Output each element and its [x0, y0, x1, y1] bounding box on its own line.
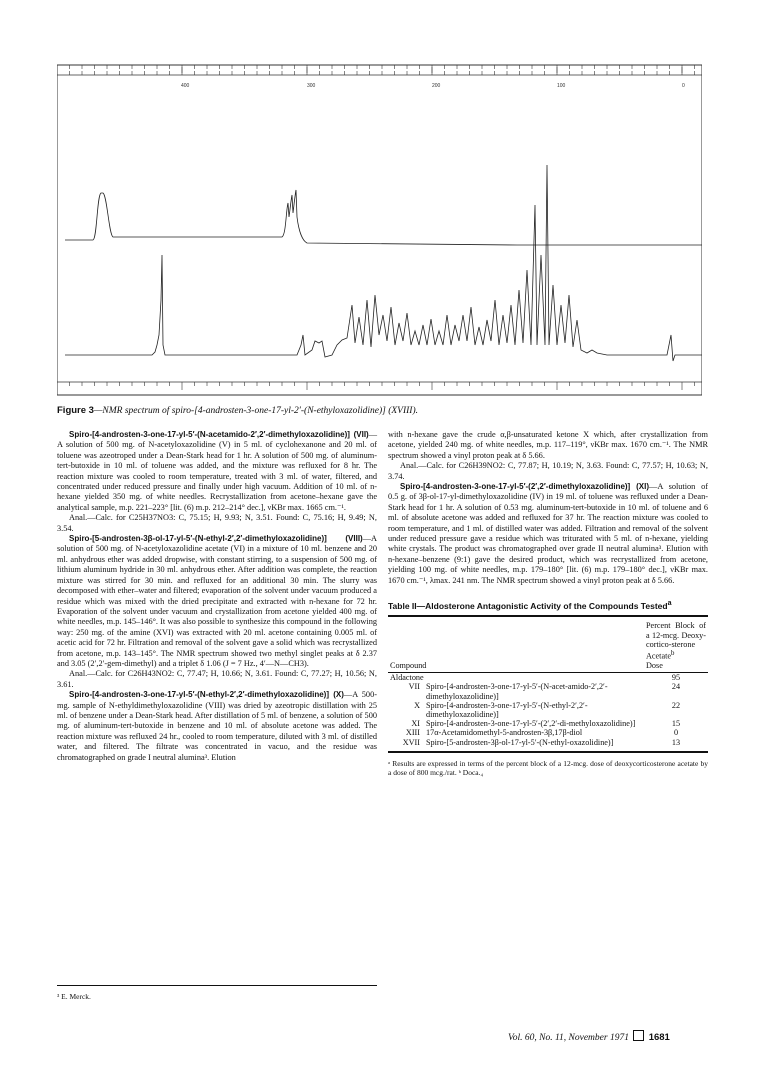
tick-label-400: 400	[181, 83, 190, 89]
table-row	[388, 719, 708, 728]
figure-caption-text: —NMR spectrum of spiro-[4-androsten-3-one-17-yl-2′-(N-ethyloxazolidine)] (XVIII).	[93, 406, 418, 416]
paragraph	[57, 669, 377, 690]
paragraph-text: —A solution of 500 mg. of N-acetyloxazolidine acetate (VI) in a mixture of 10 ml. benzene and 20 ml. anhydrous ether was added dropwise, with constant stirring, to a suspension of 500 mg. of lithium aluminum hydride in 30 ml. anhydrous ether. After addition was complete, the reaction mixture was stirred for 30 min. and refluxed for an additional 30 min. The slurry was decomposed with ether–water and filtered; evaporation of the solvent under vacuum produced a residue which was mixed with the dried precipitate and extracted with n-hexane for 72 hr. Evaporation of the solvent under vacuum and crystallization from acetone yielded 400 mg. of white needles, m.p. 145–146°. It was also possible to synthesize this compound in the following way: 250 mg. of the amine (XVI) was extracted with 20 ml. acetone containing 0.005 ml. of acetic acid for 72 hr. Filtration and removal of the solvent gave a solid which was recrystallized from acetone, m.p. 143–145°. The NMR spectrum showed two methyl singlet peaks at δ 2.37 and 3.05 (2′,2′-gem-dimethyl) and a triplet δ 1.06 (J = 7 Hz., 4′—N—CH3).	[57, 534, 377, 668]
activity-table	[388, 615, 708, 752]
section-heading: Spiro-[4-androsten-3-one-17-yl-5′-(N-acetamido-2′,2′-dimethyloxazolidine)] (VII)	[69, 430, 369, 439]
paragraph-text: Anal.—Calc. for C25H37NO3: C, 75.15; H, 9.93; N, 3.51. Found: C, 75.16; H, 9.49; N, 3.54.	[57, 513, 377, 533]
compound-number: Aldactone	[390, 673, 424, 683]
dose-value: 0	[673, 728, 679, 738]
tick-label-100: 100	[557, 83, 566, 89]
integral-trace	[65, 190, 702, 245]
compound-name: Spiro-[4-androsten-3-one-17-yl-5′-(N-acet-amido-2′,2′-dimethyloxazolidine)]	[426, 682, 608, 701]
tick-label-0: 0	[682, 83, 685, 89]
dose-value: 95	[671, 673, 681, 683]
page-number: 1681	[648, 1032, 670, 1043]
paragraph	[57, 690, 377, 763]
paragraph	[57, 430, 377, 513]
paragraph	[388, 430, 708, 461]
right-column	[388, 430, 708, 777]
compound-name: 17α-Acetamidomethyl-5-androsten-3β,17β-diol	[426, 728, 583, 738]
dose-value: 13	[644, 738, 708, 752]
table-row	[388, 701, 708, 719]
paragraph-text: with n-hexane gave the crude α,β-unsaturated ketone X which, after crystallization from acetone, yielded 240 mg. of white needles, m.p. 117–119°, νKBr max. 1670 cm.⁻¹. The NMR spectrum showed a vinyl proton peak at δ 5.66.	[388, 430, 708, 460]
table-footnote: ᵃ Results are expressed in terms of the percent block of a 12-mcg. dose of deoxycorticosterone acetate by a dose of 800 mcg./rat. ᵇ Doca.₄	[388, 758, 708, 777]
journal-citation: Vol. 60, No. 11, November 1971	[508, 1033, 629, 1043]
figure-caption	[57, 405, 717, 416]
tick-label-200: 200	[432, 83, 441, 89]
spectrum-trace	[65, 165, 702, 361]
compound-number: XIII	[405, 728, 420, 738]
compound-number: XVII	[388, 738, 424, 752]
paragraph-text: Anal.—Calc. for C26H43NO2: C, 77.47; H, 10.66; N, 3.61. Found: C, 77.27; H, 10.56; N, 3.61.	[57, 669, 377, 689]
table-row	[388, 682, 708, 700]
table-row	[388, 728, 708, 737]
compound-number: XI	[411, 719, 420, 729]
header-dose-mark: b	[671, 650, 675, 658]
section-heading: Spiro-[5-androsten-3β-ol-17-yl-5′-(N-ethyl-2′,2′-dimethyloxazolidine)] (VIII)	[69, 534, 363, 544]
table-row	[388, 673, 708, 683]
section-heading: Spiro-[4-androsten-3-one-17-yl-5′-(2′,2′-dimethyloxazolidine)] (XI)	[400, 482, 650, 492]
table-title-text: Table II—Aldosterone Antagonistic Activity of the Compounds Tested	[388, 600, 668, 611]
paragraph-text: —A 500-mg. sample of N-ethyldimethyloxazolidine (VIII) was dried by azeotropic distillation with 25 ml. of benzene under a Dean-Stark head. After distillation of 5 ml. of benzene, a solution of 500 mg. of aluminum-tert-butoxide in benzene and 10 ml. of absolute acetone was added. The reaction mixture was refluxed 24 hr., cooled to room temperature, diluted with 3 ml. of distilled water, and filtered. The filtrate was concentrated in vacuo, and the residue was chromatographed on grade I neutral alumina³. Elution	[57, 690, 377, 762]
header-dose-unit: Dose	[646, 660, 663, 670]
paragraph	[57, 534, 377, 669]
table-title-mark: a	[667, 599, 672, 608]
paragraph-text: —A solution of 500 mg. of N-acetyloxazolidine (V) in 5 ml. of cyclohexanone and 20 ml. of toluene was azeotroped under a Dean-Stark head for 1 hr. A solution of 500 mg. of aluminum-tert-butoxide in 10 ml. of toluene was added, and the mixture was refluxed for 8 hr. The reaction mixture was cooled to room temperature, treated with 3 ml. of water, filtered, and concentrated under reduced pressure and finally under high vacuum. Addition of 10 ml. of n-hexane yielded 350 mg. of white needles. Recrystallization from acetone–hexane gave the analytical sample, m.p. 221–223° [lit. (6) m.p. 212–214° dec.], νKBr max. 1665 cm.⁻¹.	[57, 430, 377, 512]
figure-caption-label: Figure 3	[57, 405, 94, 416]
table-row	[388, 738, 708, 752]
paragraph	[388, 461, 708, 482]
page-footnote: ³ E. Merck.	[57, 985, 377, 1001]
header-compound: Compound	[388, 616, 644, 672]
dose-value: 22	[671, 700, 681, 710]
square-icon	[633, 1030, 644, 1041]
paragraph	[57, 513, 377, 534]
section-heading: Spiro-[4-androsten-3-one-17-yl-5′-(N-ethyl-2′,2′-dimethyloxazolidine)] (X)	[69, 690, 344, 700]
compound-name: Spiro-[4-androsten-3-one-17-yl-5′-(N-ethyl-2′,2′-dimethyloxazolidine)]	[426, 700, 588, 719]
compound-name: Spiro-[4-androsten-3-one-17-yl-5′-(2′,2′-di-methyloxazolidine)]	[426, 719, 636, 729]
header-dose	[644, 616, 708, 672]
paragraph-text: Anal.—Calc. for C26H39NO2: C, 77.87; H, 10.19; N, 3.63. Found: C, 77.57; H, 10.63; N, 3.74.	[388, 461, 708, 481]
paragraph	[388, 482, 708, 586]
compound-number: VII	[408, 682, 420, 692]
compound-name: Spiro-[5-androsten-3β-ol-17-yl-5′-(N-ethyl-oxazolidine)]	[424, 738, 644, 752]
tick-label-300: 300	[307, 83, 316, 89]
paragraph-text: —A solution of 0.5 g. of 3β-ol-17-yl-dimethyloxazolidine (IV) in 19 ml. of toluene was refluxed under a Dean-Stark head for 1 hr. A solution of 0.53 mg. aluminum-tert-butoxide in 10 ml. of toluene and 6 ml. of absolute acetone was added and refluxed for 37 hr. The reaction mixture was cooled to room temperature, and 1 ml. of distilled water was added. Filtration and removal of the solvent under reduced pressure gave a residue which was triturated with 5 ml. of n-hexane, yielding white crystals. The product was chromatographed over grade II neutral alumina³. Elution with n-hexane–benzene (9:1) gave the desired product, which was recrystallized from acetone, yielding 100 mg. of white needles, m.p. 179–180° [lit. (6) m.p. 179–180° dec.], νKBr max. 1670 cm.⁻¹, λmax. 241 nm. The NMR spectrum showed a vinyl proton peak at δ 5.66.	[388, 482, 708, 585]
header-dose-text: Percent Block of a 12-mcg. Deoxy-cortico-sterone Acetate	[646, 621, 706, 661]
dose-value: 15	[671, 719, 681, 729]
dose-value: 24	[671, 682, 681, 692]
page-footer	[508, 1030, 670, 1043]
nmr-spectrum-figure	[57, 45, 702, 405]
compound-number: X	[414, 700, 420, 710]
nmr-spectrum-plot	[57, 45, 702, 405]
left-column	[57, 430, 377, 763]
table-title	[388, 598, 708, 611]
